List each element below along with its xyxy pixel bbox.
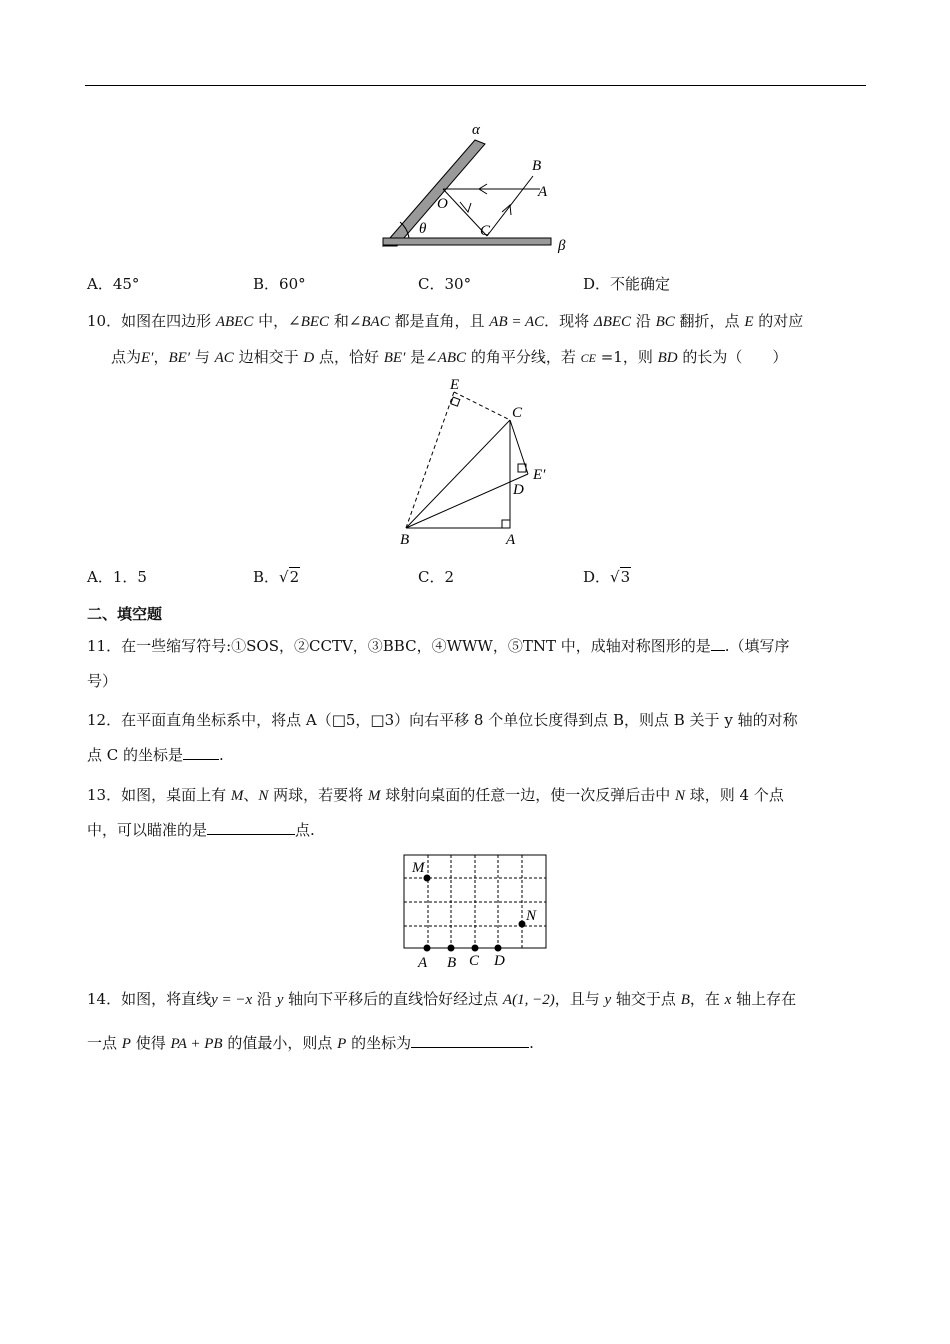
q11-line2: 号）	[87, 672, 118, 690]
q10-line2: 点为E′，BE′ 与 AC 边相交于 D 点，恰好 BE′ 是∠ABC 的角平分线，若 CE =1，则 BD 的长为（ ）	[111, 348, 788, 366]
q10-option-a: A．1．5	[87, 568, 147, 586]
label-c: C	[480, 223, 491, 239]
q14-answer-blank[interactable]	[411, 1033, 529, 1048]
label-d: D	[513, 482, 524, 498]
label-b: B	[400, 532, 410, 548]
q11-answer-blank[interactable]	[711, 636, 725, 651]
label-c: C	[512, 405, 523, 421]
q11-line1: 11．在一些缩写符号:①SOS，②CCTV，③BBC，④WWW，⑤TNT 中，成轴对称图形的是 .（填写序	[87, 637, 790, 655]
label-alpha: α	[472, 122, 480, 138]
label-c: C	[469, 953, 480, 969]
q14-line2: 一点 P 使得 PA + PB 的值最小，则点 P 的坐标为 .	[87, 1034, 534, 1052]
segment-e-c-dashed	[454, 392, 510, 420]
label-a: A	[538, 184, 548, 200]
label-eprime: E′	[533, 467, 546, 483]
arrow-o-c	[460, 202, 471, 212]
label-d: D	[494, 953, 505, 969]
label-beta: β	[558, 238, 566, 254]
q9-option-c: C．30°	[418, 275, 472, 293]
mirror-alpha	[383, 140, 485, 246]
header-rule	[85, 85, 866, 86]
q9-option-d: D．不能确定	[583, 275, 671, 293]
segment-b-c	[406, 420, 510, 528]
q10-quadrilateral-figure	[390, 378, 560, 550]
ball-m	[424, 875, 431, 882]
q9-option-a: A．45°	[87, 275, 140, 293]
label-n: N	[526, 908, 537, 924]
q13-line2: 中，可以瞄准的是 点.	[87, 821, 315, 839]
segment-b-e-dashed	[406, 392, 454, 528]
mirror-beta	[383, 238, 551, 245]
q9-option-b: B．60°	[253, 275, 306, 293]
q10-line1: 10．如图在四边形 ABEC 中，∠BEC 和∠BAC 都是直角，且 AB = AC．现将 ΔBEC 沿 BC 翻折，点 E 的对应	[87, 312, 804, 330]
q12-answer-blank[interactable]	[183, 745, 219, 760]
point-d	[495, 945, 502, 952]
point-a	[424, 945, 431, 952]
q13-answer-blank[interactable]	[207, 820, 295, 835]
q10-option-b: B．√2	[253, 568, 300, 586]
point-b	[448, 945, 455, 952]
section-heading-fill-in: 二、填空题	[87, 605, 163, 623]
right-angle-a	[502, 520, 510, 528]
right-angle-e	[451, 397, 460, 406]
point-c	[472, 945, 479, 952]
label-o: O	[437, 196, 448, 212]
label-b: B	[532, 158, 542, 174]
label-b: B	[447, 955, 457, 971]
q10-option-d: D．√3	[583, 568, 631, 586]
label-m: M	[412, 860, 425, 876]
label-theta: θ	[419, 221, 427, 237]
label-a: A	[506, 532, 516, 548]
label-e: E	[450, 378, 460, 393]
q13-table-grid-figure	[398, 850, 552, 972]
ball-n	[519, 921, 526, 928]
segment-c-eprime	[510, 420, 528, 474]
q14-line1: 14．如图，将直线y = −x 沿 y 轴向下平移后的直线恰好经过点 A(1, −2)，且与 y 轴交于点 B，在 x 轴上存在	[87, 990, 797, 1008]
q12-line1: 12．在平面直角坐标系中，将点 A（□5，□3）向右平移 8 个单位长度得到点 B，则点 B 关于 y 轴的对称	[87, 711, 798, 729]
label-a: A	[418, 955, 428, 971]
q12-line2: 点 C 的坐标是 .	[87, 746, 224, 764]
q9-mirror-figure	[375, 118, 585, 260]
q10-option-c: C．2	[418, 568, 455, 586]
q13-line1: 13．如图，桌面上有 M、N 两球，若要将 M 球射向桌面的任意一边，使一次反弹后击中 N 球，则 4 个点	[87, 786, 784, 804]
